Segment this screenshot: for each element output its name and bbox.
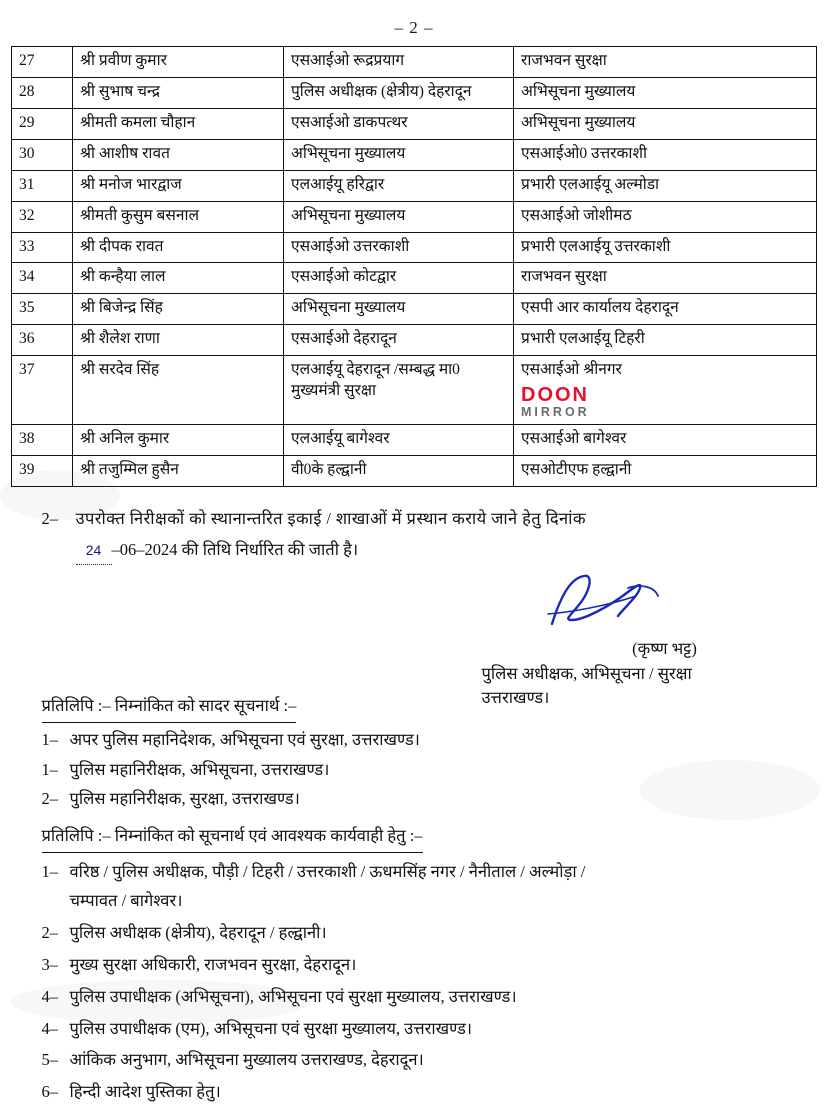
signatory-name: (कृष्ण भट्ट) <box>632 638 697 658</box>
cell-to: एसओटीएफ हल्द्वानी <box>514 456 817 487</box>
list-item-number: 3– <box>41 954 58 974</box>
cell-serial: 27 <box>12 47 73 78</box>
list-item-number: 5– <box>41 1050 58 1070</box>
list-item-number: 6– <box>41 1082 58 1102</box>
list-item-number: 2– <box>41 922 58 942</box>
list-item <box>42 1046 787 1075</box>
transfer-table <box>11 46 817 487</box>
cell-from: एलआईयू देहरादून /सम्बद्ध मा0 मुख्यमंत्री सुरक्षा <box>284 356 514 425</box>
table-row <box>12 108 817 139</box>
handwritten-signature <box>532 562 682 642</box>
cell-from: पुलिस अधीक्षक (क्षेत्रीय) देहरादून <box>284 77 514 108</box>
watermark-line-1: DOON <box>521 384 589 407</box>
paragraph-line-1: उपरोक्त निरीक्षकों को स्थानान्तरित इकाई / शाखाओं में प्रस्थान कराये जाने हेतु दिनांक <box>75 509 586 529</box>
cell-serial: 31 <box>12 170 73 201</box>
cell-serial: 35 <box>12 294 73 325</box>
cell-from: एलआईयू हरिद्वार <box>284 170 514 201</box>
cell-from: अभिसूचना मुख्यालय <box>284 139 514 170</box>
cell-serial: 33 <box>12 232 73 263</box>
list-item <box>42 919 787 948</box>
list-item <box>42 1078 787 1107</box>
watermark-line-2: MIRROR <box>521 405 590 420</box>
cell-name: श्री सुभाष चन्द्र <box>73 77 284 108</box>
list-item-text: मुख्य सुरक्षा अधिकारी, राजभवन सुरक्षा, देहरादून। <box>69 954 357 974</box>
cell-name: श्रीमती कमला चौहान <box>73 108 284 139</box>
table-row <box>12 170 817 201</box>
cell-to: राजभवन सुरक्षा <box>514 263 817 294</box>
list-item <box>42 756 787 785</box>
cell-to: अभिसूचना मुख्यालय <box>514 108 817 139</box>
order-paragraph <box>42 503 787 566</box>
cell-name: श्री प्रवीण कुमार <box>73 47 284 78</box>
table-row <box>12 139 817 170</box>
list-item-text <box>70 858 787 916</box>
list-item-text-line-1: वरिष्ठ / पुलिस अधीक्षक, पौड़ी / टिहरी / उत्तरकाशी / ऊधमसिंह नगर / नैनीताल / अल्मोड़ा / <box>69 862 586 882</box>
cell-name: श्री कन्हैया लाल <box>73 263 284 294</box>
table-row <box>12 47 817 78</box>
table-row <box>12 456 817 487</box>
cell-name: श्री तजुम्मिल हुसैन <box>73 456 284 487</box>
table-row <box>12 201 817 232</box>
list-item-number: 1– <box>41 862 58 882</box>
cell-from: एसआईओ देहरादून <box>284 325 514 356</box>
list-item-number: 4– <box>41 986 58 1006</box>
cell-to: प्रभारी एलआईयू टिहरी <box>514 325 817 356</box>
cell-serial: 32 <box>12 201 73 232</box>
cell-to: एसआईओ बागेश्वर <box>514 425 817 456</box>
list-item <box>42 726 787 755</box>
copy-list-1 <box>42 726 787 815</box>
cell-from: एसआईओ कोटद्वार <box>284 263 514 294</box>
cell-to: एसआईओ0 उत्तरकाशी <box>514 139 817 170</box>
copy-distribution <box>42 692 787 1107</box>
watermark <box>521 385 809 419</box>
cell-name: श्री मनोज भारद्वाज <box>73 170 284 201</box>
paragraph-marker: 2– <box>41 509 58 529</box>
copy-heading-2-wrap <box>42 822 787 855</box>
page-number: – 2 – <box>394 18 434 37</box>
cell-to: प्रभारी एलआईयू उत्तरकाशी <box>514 232 817 263</box>
cell-name: श्री सरदेव सिंह <box>73 356 284 425</box>
list-item-text: पुलिस महानिरीक्षक, सुरक्षा, उत्तराखण्ड। <box>69 789 300 809</box>
list-item-text: पुलिस उपाधीक्षक (एम), अभिसूचना एवं सुरक्षा मुख्यालय, उत्तराखण्ड। <box>69 1018 473 1038</box>
list-item-text: पुलिस अधीक्षक (क्षेत्रीय), देहरादून / हल्द्वानी। <box>69 922 327 942</box>
cell-serial: 36 <box>12 325 73 356</box>
table-row <box>12 356 817 425</box>
handwritten-date: 24 <box>76 537 112 565</box>
cell-serial: 28 <box>12 77 73 108</box>
paragraph-body <box>76 503 776 566</box>
list-item <box>42 858 787 916</box>
cell-to: एसपी आर कार्यालय देहरादून <box>514 294 817 325</box>
cell-to: राजभवन सुरक्षा <box>514 47 817 78</box>
table-row <box>12 263 817 294</box>
list-item <box>42 983 787 1012</box>
cell-name: श्री शैलेश राणा <box>73 325 284 356</box>
cell-to <box>514 356 817 425</box>
list-item-text: पुलिस महानिरीक्षक, अभिसूचना, उत्तराखण्ड। <box>69 759 330 779</box>
cell-name: श्री अनिल कुमार <box>73 425 284 456</box>
list-item <box>42 951 787 980</box>
table-row <box>12 425 817 456</box>
cell-serial: 29 <box>12 108 73 139</box>
list-item-number: 1– <box>41 759 58 779</box>
list-item-number: 4– <box>41 1018 58 1038</box>
cell-serial: 37 <box>12 356 73 425</box>
cell-to: प्रभारी एलआईयू अल्मोडा <box>514 170 817 201</box>
list-item-text: आंकिक अनुभाग, अभिसूचना मुख्यालय उत्तराखण्ड, देहरादून। <box>69 1050 424 1070</box>
designation-line-1: पुलिस अधीक्षक, अभिसूचना / सुरक्षा <box>481 663 692 683</box>
designation-line-2: उत्तराखण्ड। <box>481 687 550 707</box>
paragraph-line-2: –06–2024 की तिथि निर्धारित की जाती है। <box>111 540 359 560</box>
cell-to: अभिसूचना मुख्यालय <box>514 77 817 108</box>
cell-serial: 34 <box>12 263 73 294</box>
list-item-text: पुलिस उपाधीक्षक (अभिसूचना), अभिसूचना एवं सुरक्षा मुख्यालय, उत्तराखण्ड। <box>69 986 517 1006</box>
cell-from: एलआईयू बागेश्वर <box>284 425 514 456</box>
cell-from: अभिसूचना मुख्यालय <box>284 201 514 232</box>
table-row <box>12 232 817 263</box>
cell-to-text: एसआईओ श्रीनगर <box>521 361 622 379</box>
cell-name: श्रीमती कुसुम बसनाल <box>73 201 284 232</box>
list-item <box>42 1015 787 1044</box>
cell-from: एसआईओ रूद्रप्रयाग <box>284 47 514 78</box>
cell-from: अभिसूचना मुख्यालय <box>284 294 514 325</box>
table-row <box>12 77 817 108</box>
cell-name: श्री बिजेन्द्र सिंह <box>73 294 284 325</box>
cell-from: वी0के हल्द्वानी <box>284 456 514 487</box>
list-item <box>42 785 787 814</box>
table-row <box>12 325 817 356</box>
list-item-text-line-2: चम्पावत / बागेश्वर। <box>69 891 183 911</box>
cell-name: श्री आशीष रावत <box>73 139 284 170</box>
copy-list-2 <box>42 858 787 1107</box>
list-item-number: 2– <box>41 789 58 809</box>
table-row <box>12 294 817 325</box>
cell-from: एसआईओ डाकपत्थर <box>284 108 514 139</box>
cell-serial: 30 <box>12 139 73 170</box>
copy-heading-1: प्रतिलिपि :– निम्नांकित को सादर सूचनार्थ :– <box>42 692 297 723</box>
cell-serial: 38 <box>12 425 73 456</box>
cell-from: एसआईओ उत्तरकाशी <box>284 232 514 263</box>
cell-serial: 39 <box>12 456 73 487</box>
cell-name: श्री दीपक रावत <box>73 232 284 263</box>
list-item-number: 1– <box>41 729 58 749</box>
copy-heading-2: प्रतिलिपि :– निम्नांकित को सूचनार्थ एवं आवश्यक कार्यवाही हेतु :– <box>42 822 423 853</box>
list-item-text: अपर पुलिस महानिदेशक, अभिसूचना एवं सुरक्षा, उत्तराखण्ड। <box>69 729 420 749</box>
signatory-designation <box>482 662 802 710</box>
cell-to: एसआईओ जोशीमठ <box>514 201 817 232</box>
list-item-text: हिन्दी आदेश पुस्तिका हेतु। <box>69 1082 221 1102</box>
